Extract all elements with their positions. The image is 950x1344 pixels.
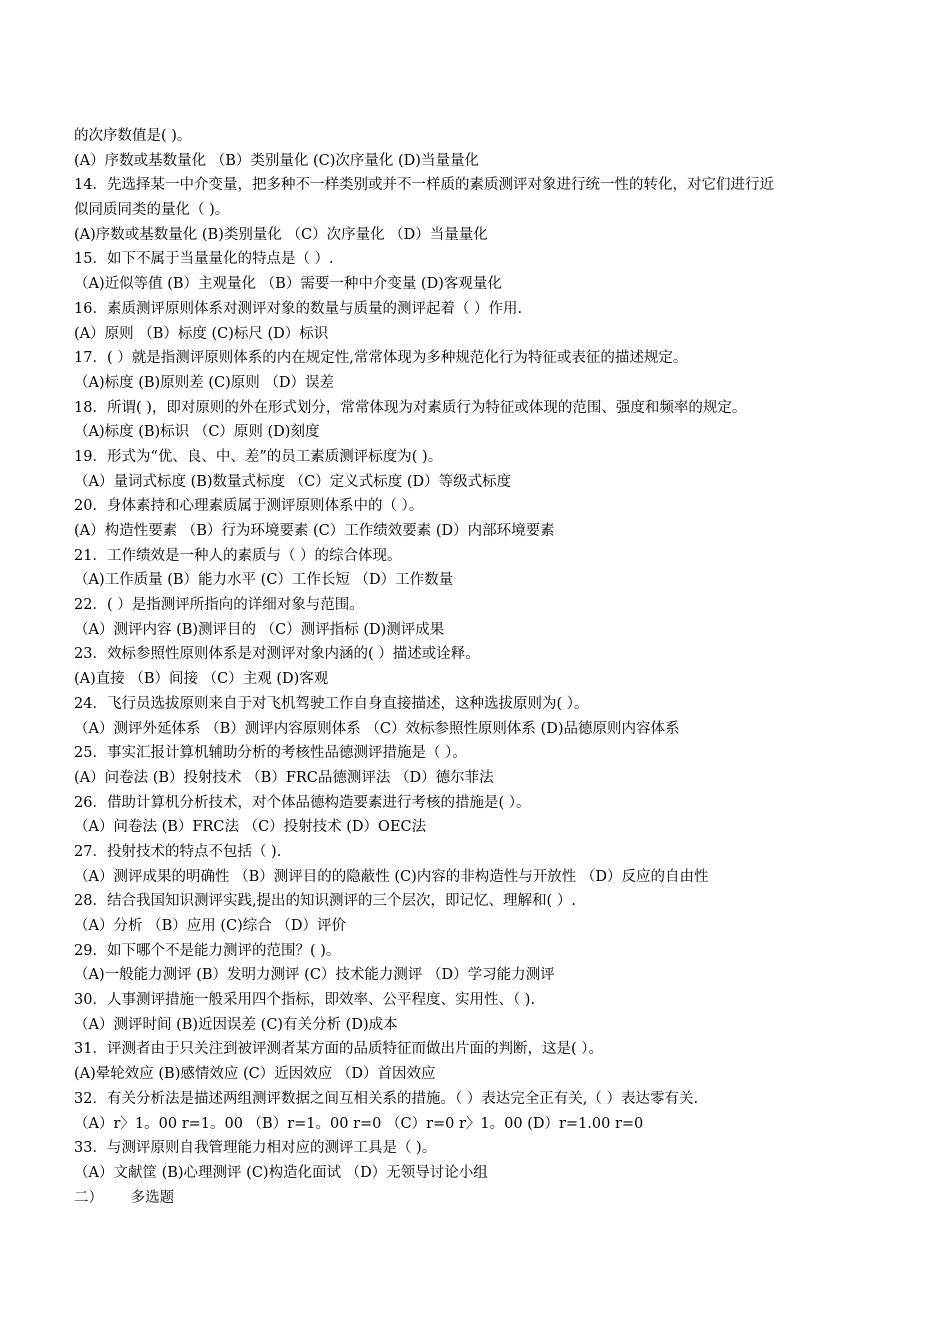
text-line: （A）分析 （B）应用 (C)综合 （D）评价	[74, 918, 346, 934]
text-line: (A）原则 （B）标度 (C)标尺 (D）标识	[74, 325, 329, 342]
text-line: （A)一般能力测评 (B）发明力测评 (C）技术能力测评 （D）学习能力测评	[74, 967, 555, 984]
text-line: 33．与测评原则自我管理能力相对应的测评工具是（ )。	[74, 1140, 437, 1157]
text-line: （A）文献筐 (B)心理测评 (C)构造化面试 （D）无领导讨论小组	[74, 1164, 488, 1181]
text-line: 32．有关分析法是描述两组测评数据之间互相关系的措施。（ ）表达完全正有关,（ ）表达零有关.	[74, 1090, 699, 1107]
text-line: 27．投射技术的特点不包括（ ).	[74, 843, 282, 860]
text-line: 29．如下哪个不是能力测评的范围？( )。	[74, 942, 341, 959]
text-line: 17．( ）就是指测评原则体系的内在规定性,常常体现为多种规范化行为特征或表征的描述规定。	[74, 350, 688, 367]
text-line: 24．飞行员选拔原则来自于对飞机驾驶工作自身直接描述，这种选拔原则为( ）。	[74, 695, 589, 712]
text-line: (A）构造性要素 （B）行为环境要素 (C）工作绩效要素 (D）内部环境要素	[74, 523, 555, 539]
text-line: （A）r〉1。00 r=1。00 （B）r=1。00 r=0 （C）r=0 r〉1。00 (D）r=1.00 r=0	[74, 1115, 644, 1132]
text-line: 16．素质测评原则体系对测评对象的数量与质量的测评起着（ ）作用.	[74, 300, 523, 317]
text-line: （A)标度 (B)原则差 (C)原则 （D）误差	[74, 374, 334, 391]
text-line: (A)序数或基数量化 (B)类别量化 （C）次序量化 （D）当量量化	[74, 226, 488, 243]
text-line: (A）问卷法 (B）投射技术 （B）FRC品德测评法 （D）德尔菲法	[74, 769, 494, 786]
text-line: （A)近似等值 (B）主观量化 （B）需要一种中介变量 (D)客观量化	[74, 276, 502, 293]
text-line: 26．借助计算机分析技术，对个体品德构造要素进行考核的措施是( ）。	[74, 794, 531, 811]
text-line: 20．身体素持和心理素质属于测评原则体系中的（ ）。	[74, 498, 424, 515]
text-line: 19．形式为“优、良、中、差”的员工素质测评标度为( )。	[74, 448, 443, 465]
text-line: 的次序数值是( )。	[74, 128, 192, 144]
text-line: 15．如下不属于当量量化的特点是（ ）.	[74, 251, 334, 268]
text-line: （A）测评内容 (B)测评目的 （C）测评指标 (D)测评成果	[74, 621, 445, 638]
text-line: （A)标度 (B)标识 （C）原则 (D)刻度	[74, 424, 320, 441]
text-line: (A)晕轮效应 (B)感情效应 (C）近因效应 （D）首因效应	[74, 1066, 436, 1083]
text-line: (A）序数或基数量化 （B）类别量化 (C)次序量化 (D)当量量化	[74, 152, 479, 169]
text-line: 25．事实汇报计算机辅助分析的考核性品德测评措施是（ ）。	[74, 745, 467, 762]
text-line: （A)工作质量 (B）能力水平 (C）工作长短 （D）工作数量	[74, 572, 454, 589]
text-line: 31．评测者由于只关注到被评测者某方面的品质特征而做出片面的判断，这是( ）。	[74, 1041, 603, 1058]
text-line: （A）测评时间 (B)近因误差 (C)有关分析 (D)成本	[74, 1016, 398, 1033]
section-heading: 二） 多选题	[74, 1189, 175, 1206]
text-line: 18．所谓( )，即对原则的外在形式划分，常常体现为对素质行为特征或体现的范围、强度和频率的规定。	[74, 399, 747, 416]
document-page	[74, 124, 894, 1210]
text-line: 22．( ）是指测评所指向的详细对象与范围。	[74, 597, 364, 614]
text-line: 30．人事测评措施一般采用四个指标，即效率、公平程度、实用性、（ ).	[74, 992, 536, 1009]
text-line: （A）问卷法 (B）FRC法 （C）投射技术 (D）OEC法	[74, 819, 427, 836]
text-line: 似同质同类的量化（ )。	[74, 202, 230, 219]
text-line: 14．先选择某一中介变量，把多种不一样类别或并不一样质的素质测评对象进行统一性的转化，对它们进行近	[74, 177, 774, 194]
text-line: 21．工作绩效是一种人的素质与（ ）的综合体现。	[74, 547, 402, 564]
text-line: 28．结合我国知识测评实践,提出的知识测评的三个层次，即记忆、理解和( ）.	[74, 893, 576, 910]
text-line: （A）测评外延体系 （B）测评内容原则体系 （C）效标参照性原则体系 (D)品德原则内容体系	[74, 720, 680, 737]
text-line: 23．效标参照性原则体系是对测评对象内涵的( ）描述或诠释。	[74, 646, 480, 663]
text-line: (A)直接 （B）间接 （C）主观 (D)客观	[74, 671, 329, 688]
text-line: （A）量词式标度 (B)数量式标度 （C）定义式标度 (D）等级式标度	[74, 473, 512, 490]
text-line: （A）测评成果的明确性 （B）测评目的的隐蔽性 (C)内容的非构造性与开放性 （D）反应的自由性	[74, 868, 709, 885]
